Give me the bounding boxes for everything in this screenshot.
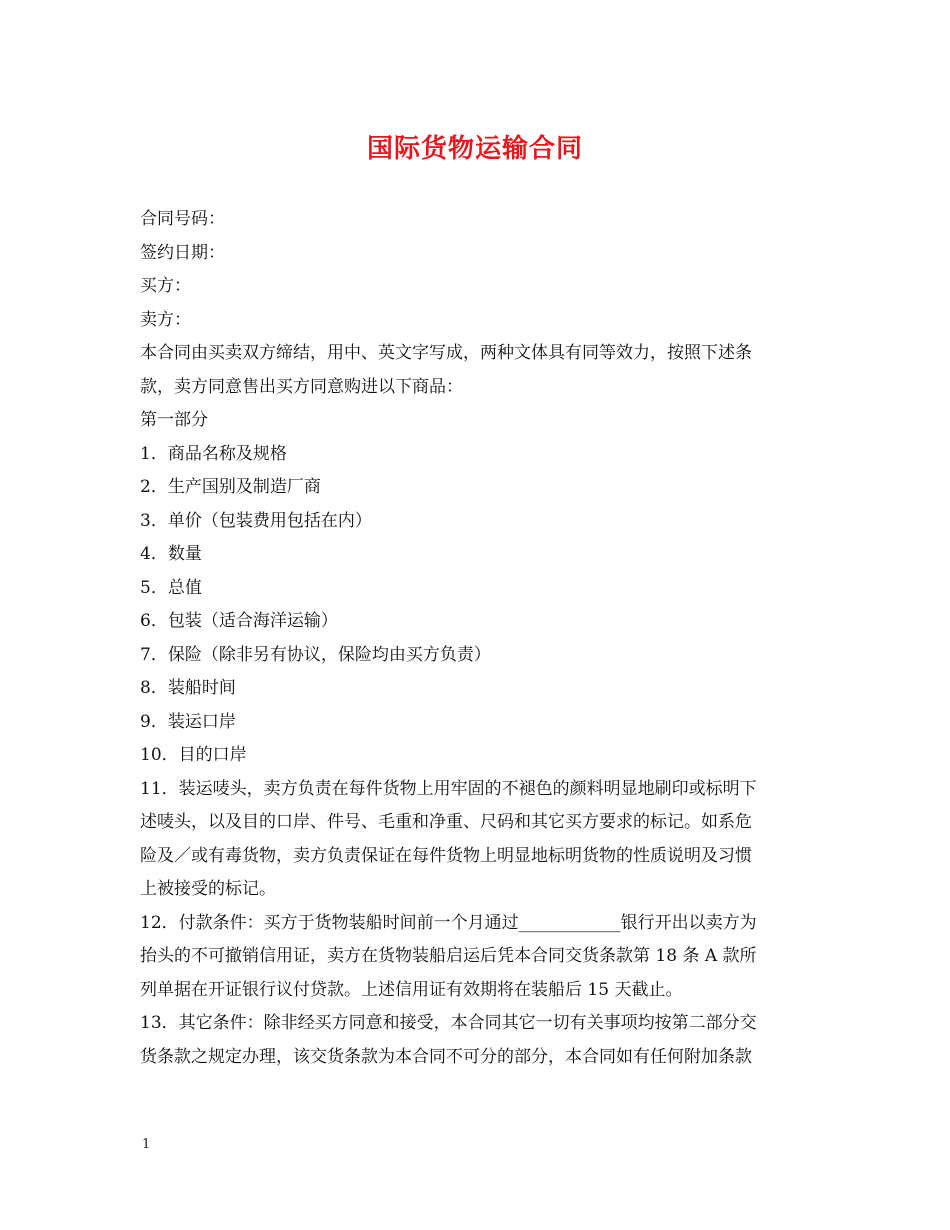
clause-item-continued: 货条款之规定办理，该交货条款为本合同不可分的部分，本合同如有任何附加条款 — [140, 1046, 752, 1067]
clause-item: 7．保险（除非另有协议，保险均由买方负责） — [140, 644, 491, 665]
clause-item: 2．生产国别及制造厂商 — [140, 477, 321, 497]
clause-item: 5．总值 — [140, 577, 202, 598]
body-line: 款，卖方同意售出买方同意购进以下商品： — [140, 376, 463, 397]
clause-item: 3．单价（包装费用包括在内） — [140, 510, 372, 531]
clause-item: 11．装运唛头，卖方负责在每件货物上用牢固的不褪色的颜料明显地刷印或标明下 — [140, 778, 757, 799]
contract-body — [140, 203, 812, 1074]
signing-date-line: 签约日期： — [140, 242, 225, 263]
clause-item-continued: 上被接受的标记。 — [140, 879, 276, 899]
clause-item-continued: 抬头的不可撤销信用证，卖方在货物装船启运后凭本合同交货条款第 18 条 A 款所 — [140, 946, 757, 966]
clause-item: 13．其它条件：除非经买方同意和接受，本合同其它一切有关事项均按第二部分交 — [140, 1013, 757, 1033]
clause-item: 10．目的口岸 — [140, 745, 247, 765]
clause-item: 1．商品名称及规格 — [140, 443, 287, 464]
clause-item: 6．包装（适合海洋运输） — [140, 611, 338, 631]
clause-item: 12．付款条件：买方于货物装船时间前一个月通过____________银行开出以卖方为 — [140, 912, 757, 933]
contract-number-line: 合同号码： — [140, 209, 225, 229]
page-number: 1 — [142, 1137, 151, 1152]
buyer-line: 买方： — [140, 276, 191, 296]
body-line: 本合同由买卖双方缔结，用中、英文字写成，两种文体具有同等效力，按照下述条 — [140, 343, 752, 363]
document-title: 国际货物运输合同 — [366, 134, 583, 164]
clause-item: 8．装船时间 — [140, 678, 236, 698]
clause-item: 9．装运口岸 — [140, 711, 236, 732]
section-heading: 第一部分 — [140, 410, 208, 430]
seller-line: 卖方： — [140, 309, 191, 330]
clause-item-continued: 述唛头，以及目的口岸、件号、毛重和净重、尺码和其它买方要求的标记。如系危 — [140, 812, 752, 832]
clause-item-continued: 列单据在开证银行议付贷款。上述信用证有效期将在装船后 15 天截止。 — [140, 979, 683, 1000]
clause-item: 4．数量 — [140, 544, 202, 564]
clause-item-continued: 险及／或有毒货物，卖方负责保证在每件货物上明显地标明货物的性质说明及习惯 — [140, 845, 752, 866]
